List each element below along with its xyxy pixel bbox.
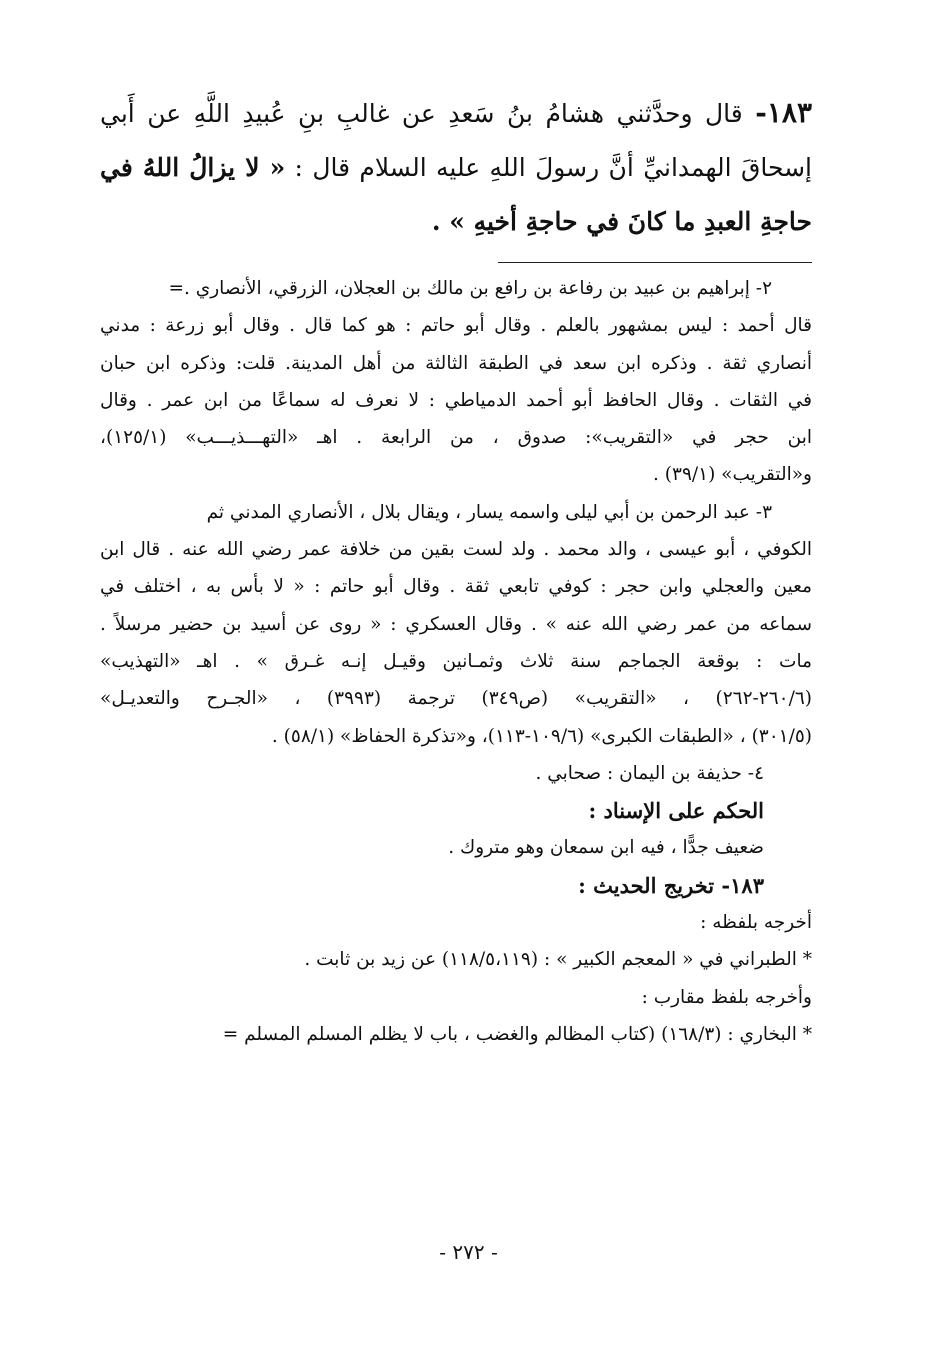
note-line-14: ٤- حذيفة بن اليمان : صحابي . (535, 762, 764, 784)
note-line-12: (٢٦٠/٦-٢٦٢) ، «التقريب» (ص٣٤٩) ترجمة (٣٩٩٣) ، «الجـرح والتعديـل» (100, 688, 813, 710)
footnote-divider (498, 262, 812, 263)
heading-takhrij: ١٨٣- تخريج الحديث : (578, 872, 764, 898)
continuation-marker: = (168, 278, 184, 299)
note-line-13: (٣٠١/٥) ، «الطبقات الكبرى» (١٠٩/٦-١١٣)، و«تذكرة الحفاظ» (٥٨/١) . (271, 725, 812, 747)
akhrajahu-text: أخرجه بلفظه : (700, 912, 812, 934)
note-line-5: ابن حجر في «التقريب»: صدوق ، من الرابعة . اهـ «التهـــذيـــب» (١٢٥/١)، (100, 427, 812, 449)
isnad-ruling-text: ضعيف جدًّا ، فيه ابن سمعان وهو متروك . (448, 837, 764, 859)
hadith-number: ١٨٣- (755, 96, 812, 129)
note-line-9: معين والعجلي وابن حجر : كوفي تابعي ثقة . وقال أبو حاتم : « لا بأس به ، اختلف في (100, 576, 812, 598)
hadith-isnad-text: قال وحدَّثني هشامُ بنُ سَعدِ عن غالبِ بنِ عُبيدِ اللَّهِ عن أَبي إسحاقَ الهمدانيِّ أنَّ رسولَ اللهِ عليه السلام قال : (100, 99, 812, 182)
footnotes-block (100, 270, 812, 1053)
note-line-3: أنصاري ثقة . وذكره ابن سعد في الطبقة الثالثة من أهل المدينة. قلت: وذكره ابن حبان (100, 352, 812, 374)
note-line-8: الكوفي ، أبو عيسى ، والد محمد . ولد لست بقين من خلافة عمر رضي الله عنه . قال ابن (100, 539, 812, 561)
note-line-2: قال أحمد : ليس بمشهور بالعلم . وقال أبو حاتم : هو كما قال . وقال أبو زرعة : مدني (100, 315, 812, 337)
bukhari-reference: * البخاري : (١٦٨/٣) (كتاب المظالم والغضب ، باب لا يظلم المسلم المسلم = (222, 1023, 812, 1045)
note-line-10: سماعه من عمر رضي الله عنه » . وقال العسكري : « روى عن أسيد بن حضير مرسلاً . (100, 613, 812, 635)
hadith-matn: « لا يزالُ اللهُ في حاجةِ العبدِ ما كانَ في حاجةِ أخيهِ » . (100, 153, 812, 236)
tabarani-reference: * الطبراني في « المعجم الكبير » : (١١٨/٥،١١٩) عن زيد بن ثابت . (304, 949, 812, 971)
hadith-text-block (100, 86, 812, 249)
note-line-1 (100, 270, 812, 307)
note-line-6: و«التقريب» (٣٩/١) . (653, 464, 812, 486)
heading-isnad-ruling: الحكم على الإسناد : (588, 798, 764, 824)
akhrajahu-muqarib-text: وأخرجه بلفظ مقارب : (641, 986, 812, 1008)
page-number: - ٢٧٢ - (439, 1240, 498, 1264)
note-line-7: ٣- عبد الرحمن بن أبي ليلى واسمه يسار ، ويقال بلال ، الأنصاري المدني ثم (206, 501, 772, 523)
note-line-1-text: ٢- إبراهيم بن عبيد بن رفاعة بن رافع بن مالك بن العجلان، الزرقي، الأنصاري . (184, 278, 772, 299)
note-line-11: مات : بوقعة الجماجم سنة ثلاث وثمـانين وقيـل إنـه غـرق » . اهـ «التهذيب» (100, 650, 812, 672)
note-line-4: في الثقات . وقال الحافظ أبو أحمد الدمياطي : لا نعرف له سماعًا من ابن عمر . وقال (100, 389, 812, 411)
